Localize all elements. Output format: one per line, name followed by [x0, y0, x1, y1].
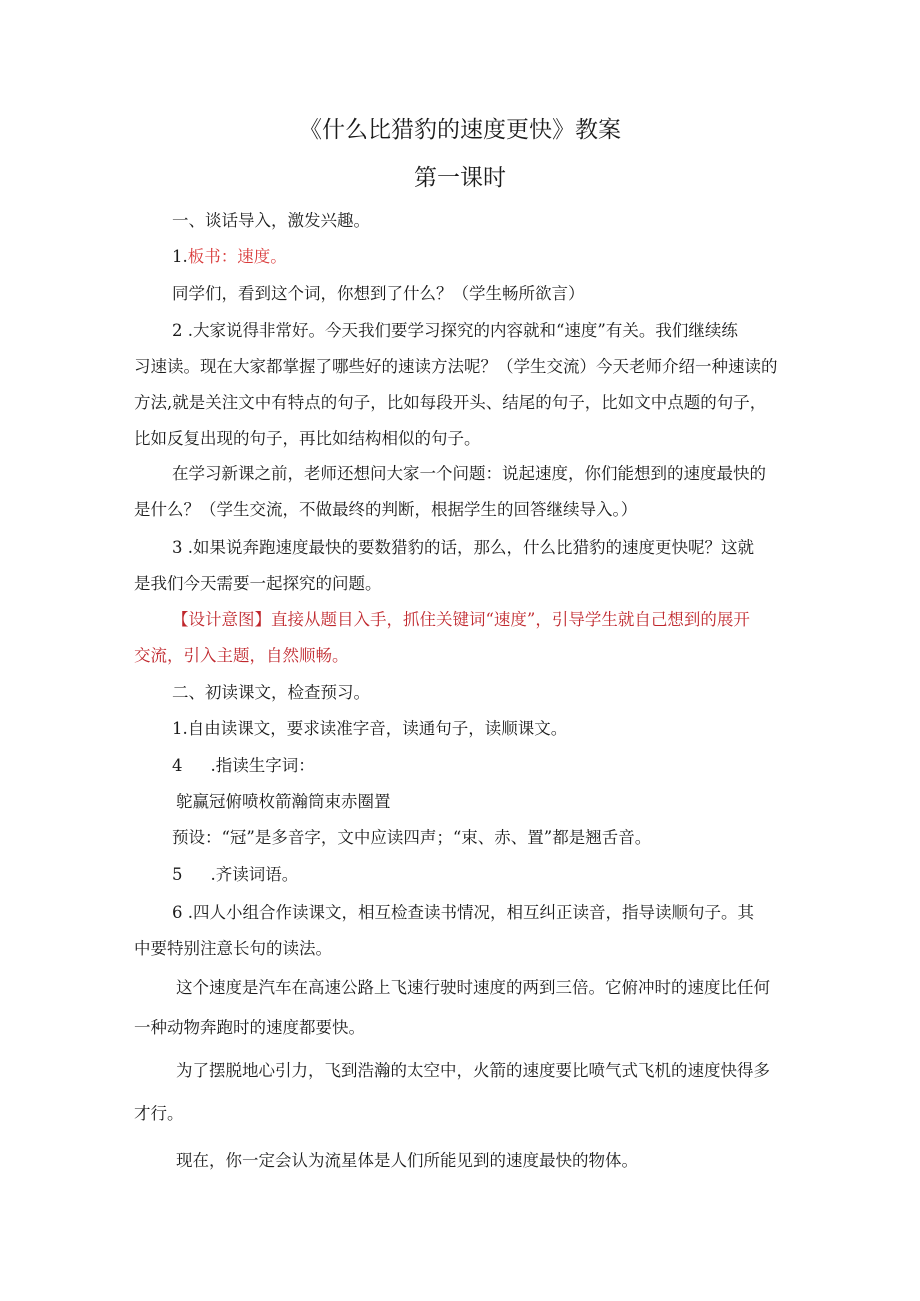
paragraph-12-line-2: 中要特别注意长句的读法。: [134, 939, 332, 958]
paragraph-1-number: 1.: [172, 247, 188, 266]
paragraph-2: 同学们，看到这个词，你想到了什么？（学生畅所欲言）: [172, 284, 585, 303]
board-writing-text: 板书：速度。: [187, 247, 287, 266]
paragraph-8-text: .指读生字词：: [210, 756, 315, 775]
vocabulary-characters: 鸵赢冠俯喷枚箭瀚筒束赤圈置: [176, 792, 391, 811]
paragraph-7: 1.自由读课文，要求读准字音，读通句子，读顺课文。: [172, 719, 568, 738]
paragraph-14-line-2: 才行。: [134, 1104, 184, 1123]
paragraph-8: [172, 755, 315, 777]
paragraph-3-line-4: 比如反复出现的句子，再比如结构相似的句子。: [134, 429, 481, 448]
paragraph-5-line-1: 3 .如果说奔跑速度最快的要数猎豹的话，那么，什么比猎豹的速度更快呢？这就: [172, 538, 754, 557]
paragraph-1: [172, 246, 287, 268]
design-intent-line-2: 交流，引入主题，自然顺畅。: [134, 646, 349, 665]
paragraph-3-line-2: 习速读。现在大家都掌握了哪些好的速读方法呢？（学生交流）今天老师介绍一种速读的: [134, 357, 778, 376]
page-title: 《什么比猎豹的速度更快》教案: [299, 117, 621, 143]
paragraph-10: 预设：“冠”是多音字，文中应读四声；“束、赤、置”都是翘舌音。: [172, 828, 652, 847]
paragraph-13-line-1: 这个速度是汽车在高速公路上飞速行驶时速度的两到三倍。它俯冲时的速度比任何: [176, 978, 770, 997]
paragraph-15: 现在，你一定会认为流星体是人们所能见到的速度最快的物体。: [176, 1151, 638, 1170]
paragraph-4-line-1: 在学习新课之前，老师还想问大家一个问题：说起速度，你们能想到的速度最快的: [172, 464, 766, 483]
paragraph-5-line-2: 是我们今天需要一起探究的问题。: [134, 574, 382, 593]
paragraph-3-line-1: 2 .大家说得非常好。今天我们要学习探究的内容就和“速度”有关。我们继续练: [172, 321, 738, 340]
paragraph-13-line-2: 一种动物奔跑时的速度都要快。: [134, 1018, 365, 1037]
paragraph-8-number: 4: [172, 756, 183, 775]
paragraph-11: [172, 864, 298, 886]
page-subtitle: 第一课时: [414, 165, 506, 191]
paragraph-4-line-2: 是什么？（学生交流，不做最终的判断，根据学生的回答继续导入。）: [134, 500, 638, 519]
design-intent-line-1: 【设计意图】直接从题目入手，抓住关键词“速度”，引导学生就自己想到的展开: [172, 610, 750, 629]
section-heading-1: 一、谈话导入，激发兴趣。: [172, 211, 370, 230]
paragraph-3-line-3: 方法,就是关注文中有特点的句子，比如每段开头、结尾的句子，比如文中点题的句子，: [134, 393, 767, 412]
section-heading-2: 二、初读课文，检查预习。: [172, 683, 370, 702]
paragraph-14-line-1: 为了摆脱地心引力，飞到浩瀚的太空中，火箭的速度要比喷气式飞机的速度快得多: [176, 1061, 770, 1080]
paragraph-11-number: 5: [172, 865, 183, 884]
paragraph-12-line-1: 6 .四人小组合作读课文，相互检查读书情况，相互纠正读音，指导读顺句子。其: [172, 903, 754, 922]
paragraph-11-text: .齐读词语。: [210, 865, 299, 884]
